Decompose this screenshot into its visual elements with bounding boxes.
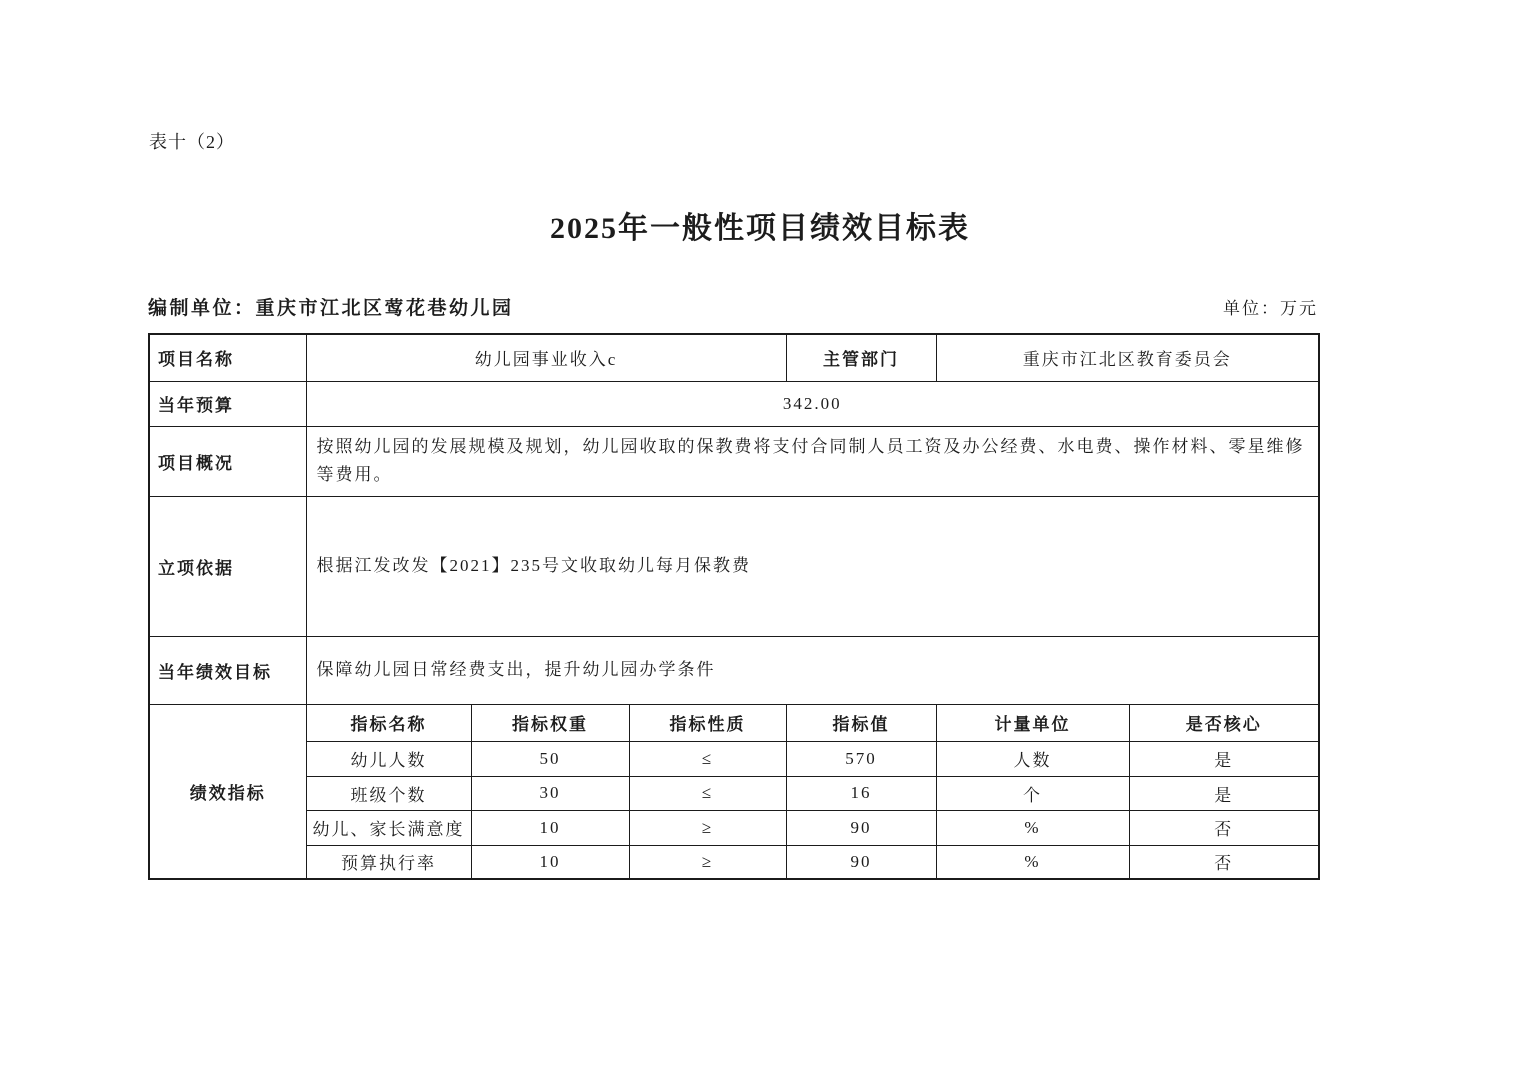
indicator-cell: 是 bbox=[1129, 741, 1319, 776]
table-row bbox=[149, 426, 1319, 496]
indicator-row bbox=[149, 741, 1319, 776]
indicator-header-weight: 指标权重 bbox=[471, 704, 629, 741]
indicator-cell: ≤ bbox=[629, 741, 786, 776]
overview-label: 项目概况 bbox=[149, 426, 306, 496]
indicator-cell: 幼儿、家长满意度 bbox=[306, 810, 471, 845]
department-value: 重庆市江北区教育委员会 bbox=[936, 334, 1319, 381]
indicator-header-unit: 计量单位 bbox=[936, 704, 1129, 741]
table-row bbox=[149, 636, 1319, 704]
project-name-label: 项目名称 bbox=[149, 334, 306, 381]
table-row bbox=[149, 334, 1319, 381]
overview-value: 按照幼儿园的发展规模及规划，幼儿园收取的保教费将支付合同制人员工资及办公经费、水电费、操作材料、零星维修等费用。 bbox=[306, 426, 1319, 496]
indicator-header-row bbox=[149, 704, 1319, 741]
indicator-header-core: 是否核心 bbox=[1129, 704, 1319, 741]
project-name-value: 幼儿园事业收入c bbox=[306, 334, 786, 381]
indicator-cell: 10 bbox=[471, 810, 629, 845]
indicators-label: 绩效指标 bbox=[149, 704, 306, 879]
indicator-header-value: 指标值 bbox=[786, 704, 936, 741]
indicator-row bbox=[149, 845, 1319, 879]
department-label: 主管部门 bbox=[786, 334, 936, 381]
indicator-cell: 否 bbox=[1129, 810, 1319, 845]
indicator-cell: 幼儿人数 bbox=[306, 741, 471, 776]
indicator-cell: 30 bbox=[471, 776, 629, 810]
indicator-cell: ≥ bbox=[629, 845, 786, 879]
basis-value: 根据江发改发【2021】235号文收取幼儿每月保教费 bbox=[306, 496, 1319, 636]
indicator-cell: 90 bbox=[786, 845, 936, 879]
prepared-by: 编制单位：重庆市江北区莺花巷幼儿园 bbox=[148, 298, 514, 319]
meta-row bbox=[148, 293, 1318, 320]
indicator-header-nature: 指标性质 bbox=[629, 704, 786, 741]
indicator-cell: 预算执行率 bbox=[306, 845, 471, 879]
indicator-cell: 班级个数 bbox=[306, 776, 471, 810]
indicator-cell: 570 bbox=[786, 741, 936, 776]
form-tag: 表十（2） bbox=[149, 132, 235, 152]
table-row bbox=[149, 381, 1319, 426]
page-title: 2025年一般性项目绩效目标表 bbox=[550, 212, 970, 245]
indicator-cell: 16 bbox=[786, 776, 936, 810]
indicator-header-name: 指标名称 bbox=[306, 704, 471, 741]
basis-label: 立项依据 bbox=[149, 496, 306, 636]
budget-value: 342.00 bbox=[306, 381, 1319, 426]
indicator-cell: 个 bbox=[936, 776, 1129, 810]
indicator-cell: 90 bbox=[786, 810, 936, 845]
indicator-cell: 是 bbox=[1129, 776, 1319, 810]
indicator-cell: ≥ bbox=[629, 810, 786, 845]
indicator-cell: 50 bbox=[471, 741, 629, 776]
unit-note: 单位：万元 bbox=[1223, 299, 1318, 318]
performance-target-table bbox=[148, 333, 1320, 880]
indicator-row bbox=[149, 776, 1319, 810]
indicator-cell: 10 bbox=[471, 845, 629, 879]
indicator-cell: % bbox=[936, 810, 1129, 845]
indicator-cell: 否 bbox=[1129, 845, 1319, 879]
indicator-cell: ≤ bbox=[629, 776, 786, 810]
table-row bbox=[149, 496, 1319, 636]
goal-value: 保障幼儿园日常经费支出，提升幼儿园办学条件 bbox=[306, 636, 1319, 704]
indicator-cell: 人数 bbox=[936, 741, 1129, 776]
goal-label: 当年绩效目标 bbox=[149, 636, 306, 704]
indicator-cell: % bbox=[936, 845, 1129, 879]
indicator-row bbox=[149, 810, 1319, 845]
budget-label: 当年预算 bbox=[149, 381, 306, 426]
